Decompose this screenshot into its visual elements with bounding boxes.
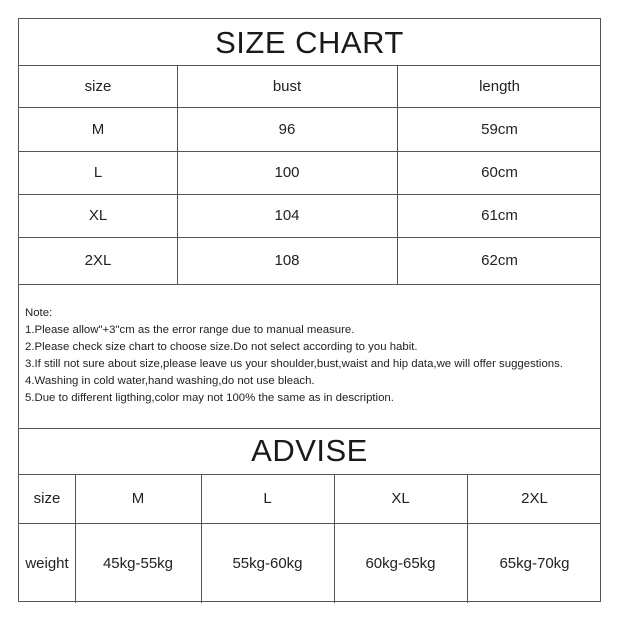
note-item: 5.Due to different ligthing,color may not 100% the same as in description. [25,392,394,405]
divider [19,428,600,429]
notes-block [25,305,600,408]
size-chart-title: SIZE CHART [215,25,404,60]
advise-size-2xl: 2XL [521,490,548,507]
advise-weight-2xl: 65kg-70kg [499,554,570,572]
table-header-size: size [84,77,112,95]
note-item: 4.Washing in cold water,hand washing,do not use bleach. [25,375,315,388]
table-cell-bust: 96 [278,120,296,138]
divider [19,284,600,285]
table-header-bust: bust [272,77,302,95]
table-cell-size: XL [88,207,108,224]
table-cell-length: 59cm [481,120,518,138]
table-header-length: length [479,77,520,95]
note-item: 1.Please allow"+3"cm as the error range due to manual measure. [25,324,355,337]
size-chart-sheet [18,18,601,602]
table-cell-bust: 104 [274,207,300,224]
note-item: 2.Please check size chart to choose size.Do not select according to you habit. [25,341,418,354]
table-cell-size: L [93,164,103,181]
advise-size-xl: XL [391,490,410,507]
table-cell-size: M [91,120,105,138]
table-cell-size: 2XL [84,252,112,269]
advise-weight-m: 45kg-55kg [102,554,174,572]
advise-weight-label: weight [25,554,69,572]
table-cell-bust: 108 [274,252,300,269]
advise-weight-xl: 60kg-65kg [365,554,436,572]
table-cell-length: 62cm [481,252,518,269]
notes-heading: Note: [25,307,53,319]
table-cell-bust: 100 [274,164,300,181]
advise-title: ADVISE [251,433,368,468]
advise-weight-l: 55kg-60kg [232,554,303,572]
advise-size-m: M [131,490,145,507]
advise-size-l: L [263,490,272,507]
advise-size-label: size [33,490,61,507]
note-item: 3.If still not sure about size,please leave us your shoulder,bust,waist and hip data,we will offer suggestions. [25,358,563,371]
table-cell-length: 60cm [481,164,518,181]
table-cell-length: 61cm [481,207,518,224]
